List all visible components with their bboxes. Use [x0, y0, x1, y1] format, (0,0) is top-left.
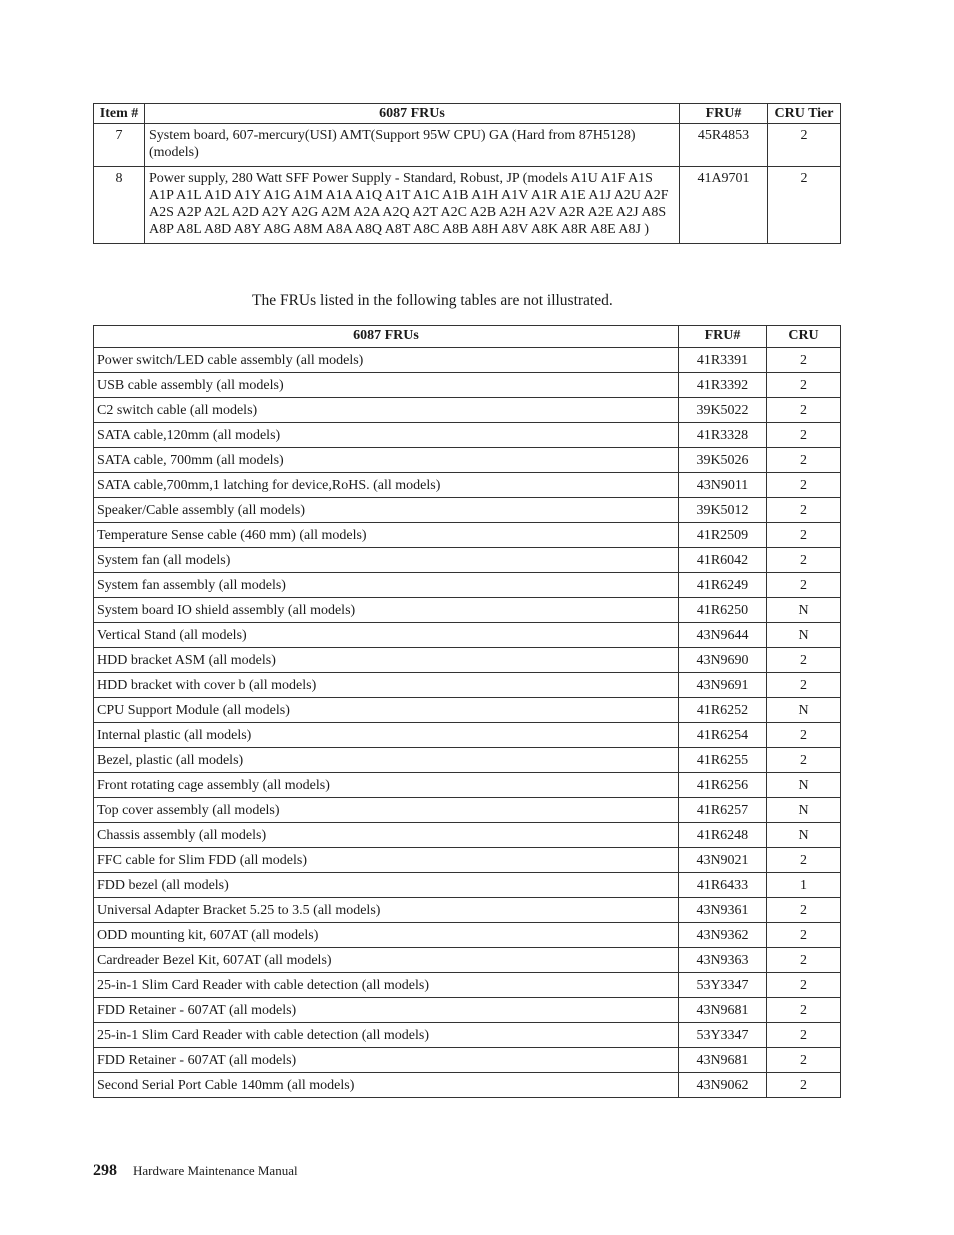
table-row: [94, 723, 841, 748]
cru-cell: N: [767, 773, 841, 798]
cru-cell: 2: [767, 473, 841, 498]
fru-number-cell: 41R6252: [679, 698, 767, 723]
cru-cell: N: [767, 598, 841, 623]
fru-number-cell: 53Y3347: [679, 973, 767, 998]
table-row: [94, 373, 841, 398]
table-row: [94, 423, 841, 448]
fru-number-cell: 43N9691: [679, 673, 767, 698]
description-cell: Cardreader Bezel Kit, 607AT (all models): [94, 948, 679, 973]
table-row: [94, 648, 841, 673]
page-footer: [93, 1162, 298, 1180]
cru-tier-cell: 2: [768, 167, 841, 244]
cru-cell: 2: [767, 998, 841, 1023]
page-number: 298: [93, 1162, 117, 1179]
table-row: [94, 823, 841, 848]
table-row: [94, 573, 841, 598]
description-cell: C2 switch cable (all models): [94, 398, 679, 423]
cru-cell: 2: [767, 748, 841, 773]
fru-number-cell: 41R3392: [679, 373, 767, 398]
description-cell: FDD Retainer - 607AT (all models): [94, 998, 679, 1023]
header-cru-tier: CRU Tier: [768, 104, 841, 124]
table-row: [94, 773, 841, 798]
fru-number-cell: 43N9690: [679, 648, 767, 673]
description-cell: HDD bracket with cover b (all models): [94, 673, 679, 698]
fru-number-cell: 41R6250: [679, 598, 767, 623]
fru-number-cell: 41R6257: [679, 798, 767, 823]
table-row: [94, 523, 841, 548]
description-cell: Vertical Stand (all models): [94, 623, 679, 648]
cru-cell: 2: [767, 573, 841, 598]
description-cell: ODD mounting kit, 607AT (all models): [94, 923, 679, 948]
description-cell: Bezel, plastic (all models): [94, 748, 679, 773]
fru-number-cell: 53Y3347: [679, 1023, 767, 1048]
cru-cell: 2: [767, 723, 841, 748]
intro-text: The FRUs listed in the following tables are not illustrated.: [252, 292, 613, 309]
fru-number-cell: 39K5012: [679, 498, 767, 523]
fru-number-cell: 41R6256: [679, 773, 767, 798]
fru-number-cell: 45R4853: [680, 124, 768, 167]
description-cell: System board, 607-mercury(USI) AMT(Support 95W CPU) GA (Hard from 87H5128) (models): [145, 124, 680, 167]
cru-cell: 2: [767, 1023, 841, 1048]
cru-cell: 2: [767, 673, 841, 698]
fru-number-cell: 43N9363: [679, 948, 767, 973]
cru-cell: N: [767, 623, 841, 648]
description-cell: Internal plastic (all models): [94, 723, 679, 748]
table-row: [94, 748, 841, 773]
table-row: [94, 598, 841, 623]
manual-title: Hardware Maintenance Manual: [133, 1163, 298, 1178]
cru-cell: 2: [767, 923, 841, 948]
header-frus: 6087 FRUs: [145, 104, 680, 124]
description-cell: System fan assembly (all models): [94, 573, 679, 598]
description-cell: HDD bracket ASM (all models): [94, 648, 679, 673]
fru-number-cell: 41R6248: [679, 823, 767, 848]
table-row: [94, 698, 841, 723]
description-cell: System fan (all models): [94, 548, 679, 573]
cru-cell: 2: [767, 848, 841, 873]
fru-table-not-illustrated: [93, 325, 841, 1098]
cru-cell: 2: [767, 973, 841, 998]
description-cell: SATA cable, 700mm (all models): [94, 448, 679, 473]
cru-cell: 2: [767, 448, 841, 473]
fru-number-cell: 43N9362: [679, 923, 767, 948]
table-row: [94, 998, 841, 1023]
fru-number-cell: 41R2509: [679, 523, 767, 548]
table-row: [94, 973, 841, 998]
description-cell: Speaker/Cable assembly (all models): [94, 498, 679, 523]
cru-cell: 2: [767, 523, 841, 548]
description-cell: USB cable assembly (all models): [94, 373, 679, 398]
description-cell: FDD Retainer - 607AT (all models): [94, 1048, 679, 1073]
description-cell: Front rotating cage assembly (all models): [94, 773, 679, 798]
description-cell: Second Serial Port Cable 140mm (all models): [94, 1073, 679, 1098]
description-cell: CPU Support Module (all models): [94, 698, 679, 723]
cru-cell: 2: [767, 423, 841, 448]
description-cell: 25-in-1 Slim Card Reader with cable detection (all models): [94, 1023, 679, 1048]
header-cru: CRU: [767, 326, 841, 348]
table-row: [94, 898, 841, 923]
table-row: [94, 798, 841, 823]
fru-number-cell: 41A9701: [680, 167, 768, 244]
fru-number-cell: 39K5022: [679, 398, 767, 423]
fru-number-cell: 41R6042: [679, 548, 767, 573]
item-number-cell: 7: [94, 124, 145, 167]
fru-number-cell: 41R6254: [679, 723, 767, 748]
cru-cell: N: [767, 698, 841, 723]
description-cell: System board IO shield assembly (all models): [94, 598, 679, 623]
fru-number-cell: 41R3391: [679, 348, 767, 373]
cru-cell: N: [767, 823, 841, 848]
description-cell: Top cover assembly (all models): [94, 798, 679, 823]
table-row: [94, 167, 841, 244]
table-row: [94, 623, 841, 648]
cru-tier-cell: 2: [768, 124, 841, 167]
cru-cell: 2: [767, 898, 841, 923]
header-frus: 6087 FRUs: [94, 326, 679, 348]
description-cell: Universal Adapter Bracket 5.25 to 3.5 (all models): [94, 898, 679, 923]
description-cell: Chassis assembly (all models): [94, 823, 679, 848]
cru-cell: 1: [767, 873, 841, 898]
header-fru-number: FRU#: [679, 326, 767, 348]
fru-number-cell: 41R6433: [679, 873, 767, 898]
description-cell: FDD bezel (all models): [94, 873, 679, 898]
table-header-row: [94, 104, 841, 124]
table-row: [94, 473, 841, 498]
fru-number-cell: 41R3328: [679, 423, 767, 448]
cru-cell: 2: [767, 1073, 841, 1098]
cru-cell: 2: [767, 548, 841, 573]
header-fru-number: FRU#: [680, 104, 768, 124]
table-row: [94, 548, 841, 573]
table-row: [94, 348, 841, 373]
table-row: [94, 848, 841, 873]
fru-number-cell: 43N9681: [679, 998, 767, 1023]
fru-number-cell: 43N9062: [679, 1073, 767, 1098]
cru-cell: 2: [767, 348, 841, 373]
table-row: [94, 873, 841, 898]
header-item-number: Item #: [94, 104, 145, 124]
cru-cell: 2: [767, 398, 841, 423]
table-header-row: [94, 326, 841, 348]
table-row: [94, 498, 841, 523]
description-cell: 25-in-1 Slim Card Reader with cable detection (all models): [94, 973, 679, 998]
cru-cell: 2: [767, 648, 841, 673]
cru-cell: 2: [767, 948, 841, 973]
description-cell: Temperature Sense cable (460 mm) (all models): [94, 523, 679, 548]
table-row: [94, 398, 841, 423]
description-cell: Power switch/LED cable assembly (all models): [94, 348, 679, 373]
cru-cell: 2: [767, 373, 841, 398]
table-row: [94, 1073, 841, 1098]
table-row: [94, 124, 841, 167]
fru-number-cell: 43N9681: [679, 1048, 767, 1073]
table-row: [94, 948, 841, 973]
fru-number-cell: 41R6249: [679, 573, 767, 598]
description-cell: Power supply, 280 Watt SFF Power Supply - Standard, Robust, JP (models A1U A1F A1S A1P A1L A1D A1Y A1G A1M A1A A1Q A1T A1C A1B A1H A1V A1R A1E A1J A2U A2F A2S A2P A2L A2D A2Y A2G A2M A2A A2Q A2T A2C A2B A2H A2V A2R A2E A2J A8S A8P A8L A8D A8Y A8G A8M A8A A8Q A8T A8C A8B A8H A8V A8K A8R A8E A8J ): [145, 167, 680, 244]
description-cell: SATA cable,120mm (all models): [94, 423, 679, 448]
table-row: [94, 1023, 841, 1048]
fru-number-cell: 43N9361: [679, 898, 767, 923]
description-cell: FFC cable for Slim FDD (all models): [94, 848, 679, 873]
cru-cell: 2: [767, 498, 841, 523]
item-number-cell: 8: [94, 167, 145, 244]
cru-cell: N: [767, 798, 841, 823]
fru-number-cell: 39K5026: [679, 448, 767, 473]
cru-cell: 2: [767, 1048, 841, 1073]
fru-table-illustrated: [93, 103, 841, 244]
table-row: [94, 448, 841, 473]
table-row: [94, 923, 841, 948]
fru-number-cell: 43N9644: [679, 623, 767, 648]
table-row: [94, 1048, 841, 1073]
description-cell: SATA cable,700mm,1 latching for device,RoHS. (all models): [94, 473, 679, 498]
table-row: [94, 673, 841, 698]
fru-number-cell: 43N9011: [679, 473, 767, 498]
fru-number-cell: 41R6255: [679, 748, 767, 773]
fru-number-cell: 43N9021: [679, 848, 767, 873]
